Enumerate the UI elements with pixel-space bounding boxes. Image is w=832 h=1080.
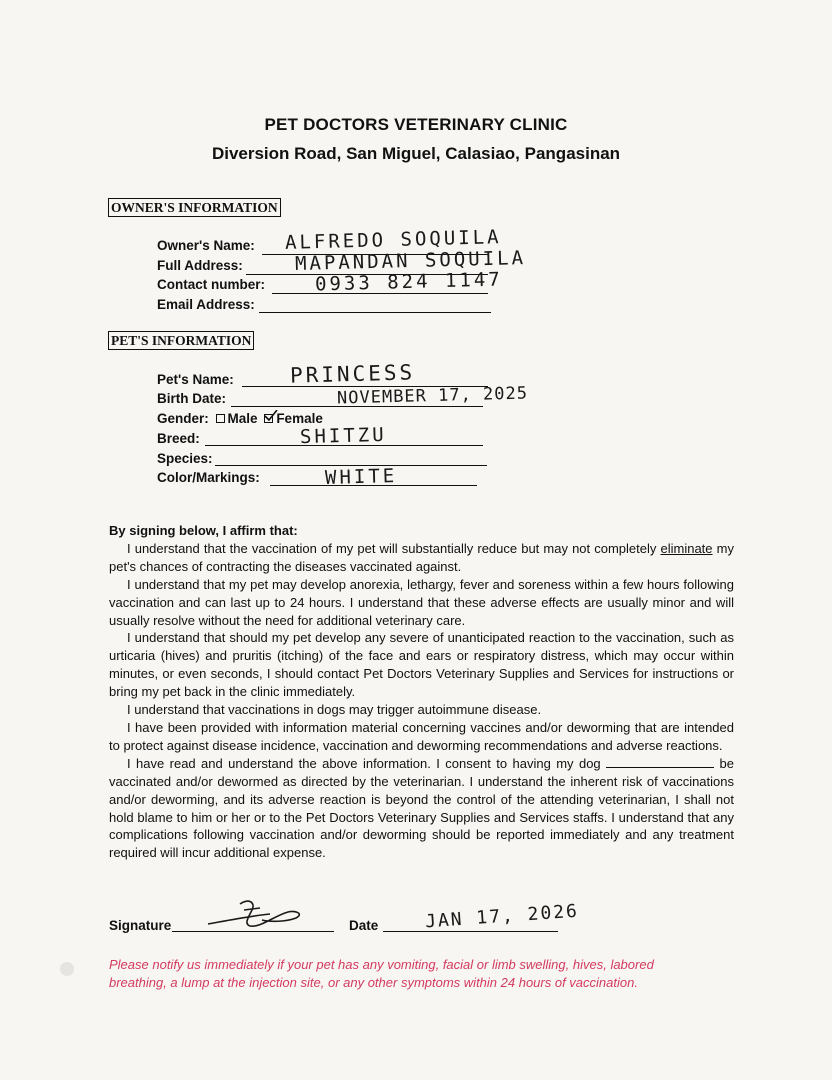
gender-field [157,411,323,426]
signature-label: Signature [109,918,172,933]
aftercare-notice: Please notify us immediately if your pet has any vomiting, facial or limb swelling, hives, labored breathing, a lump at the injection site, or any other symptoms within 24 hours of vaccination. [109,957,654,990]
date-label: Date [349,918,379,933]
paper-smudge [60,962,74,976]
date-line [383,931,558,932]
consent-p6-rest: be vaccinated and/or dewormed as directed by the veterinarian. I understand the inherent risk of vaccinations and/or deworming, and its adverse reaction is beyond the control of the attending veterinarian, I shall not hold blame to him or her or to the Pet Doctors Veterinary Supplies and Services staffs. I understand that any complications following vaccination and/or deworming should be reported immediately and any treatment required will incur additional expense. [109,755,734,861]
pet-name-value: PRINCESS [289,360,416,388]
color-value: WHITE [324,465,398,489]
pet-section-title: PET'S INFORMATION [108,331,254,350]
breed-value: SHITZU [299,423,387,449]
date-value: JAN 17, 2026 [424,900,580,933]
birth-date-label: Birth Date: [157,391,227,406]
consent-p6-start: I have read and understand the above information. I consent to having my dog [127,755,601,771]
contact-value: 0933 824 1147 [314,268,503,296]
consent-p1-text: I understand that the vaccination of my pet will substantially reduce but may not completely [127,540,657,556]
gender-label: Gender: [157,411,209,426]
address-value: MAPANDAN SOQUILA [294,246,527,276]
pet-name-label: Pet's Name: [157,372,234,387]
consent-paragraph-5: I have been provided with information material concerning vaccines and/or deworming that are intended to protect against disease incidence, vaccination and deworming recommendations and adverse reactions. [109,719,734,753]
consent-paragraph-4: I understand that vaccinations in dogs may trigger autoimmune disease. [127,702,542,718]
gender-female-label: Female [276,411,323,426]
consent-p1-underlined: eliminate [660,540,713,556]
signature-scribble-icon [200,894,330,934]
contact-label: Contact number: [157,277,265,292]
consent-paragraph-1 [109,540,734,576]
owner-section-title: OWNER'S INFORMATION [108,198,281,217]
email-line [259,312,491,313]
consent-p1-end: my pet's chances of contracting the diseases vaccinated against. [109,540,734,574]
color-label: Color/Markings: [157,470,260,485]
consent-lead: By signing below, I affirm that: [109,523,298,538]
breed-label: Breed: [157,431,200,446]
clinic-address: Diversion Road, San Miguel, Calasiao, Pangasinan [211,144,621,163]
owner-name-value: ALFREDO SOQUILA [284,226,502,254]
gender-male-checkbox[interactable] [216,414,225,423]
gender-female-checkbox[interactable] [264,414,273,423]
email-label: Email Address: [157,297,255,312]
species-label: Species: [157,451,213,466]
checkmark-icon [264,410,278,422]
consent-statement [109,522,734,862]
clinic-name: PET DOCTORS VETERINARY CLINIC [264,115,568,134]
owner-name-label: Owner's Name: [157,238,255,253]
consent-paragraph-3: I understand that should my pet develop any severe of unanticipated reaction to the vaccination, such as urticaria (hives) and pruritis (itching) of the face and ears or respiratory distress, which may occur within minutes, or even seconds, I should contact Pet Doctors Veterinary Supplies and Services for instructions or bring my pet back in the clinic immediately. [109,630,734,700]
consent-paragraph-2: I understand that my pet may develop anorexia, lethargy, fever and soreness within a few hours following vaccination and can last up to 24 hours. I understand that these adverse effects are usually minor and will usually resolve without the need for additional veterinary care. [109,576,734,628]
birth-date-value: NOVEMBER 17, 2025 [336,383,529,409]
dog-name-blank [606,757,714,768]
address-label: Full Address: [157,258,243,273]
consent-paragraph-6 [109,755,734,862]
gender-male-label: Male [227,411,258,426]
